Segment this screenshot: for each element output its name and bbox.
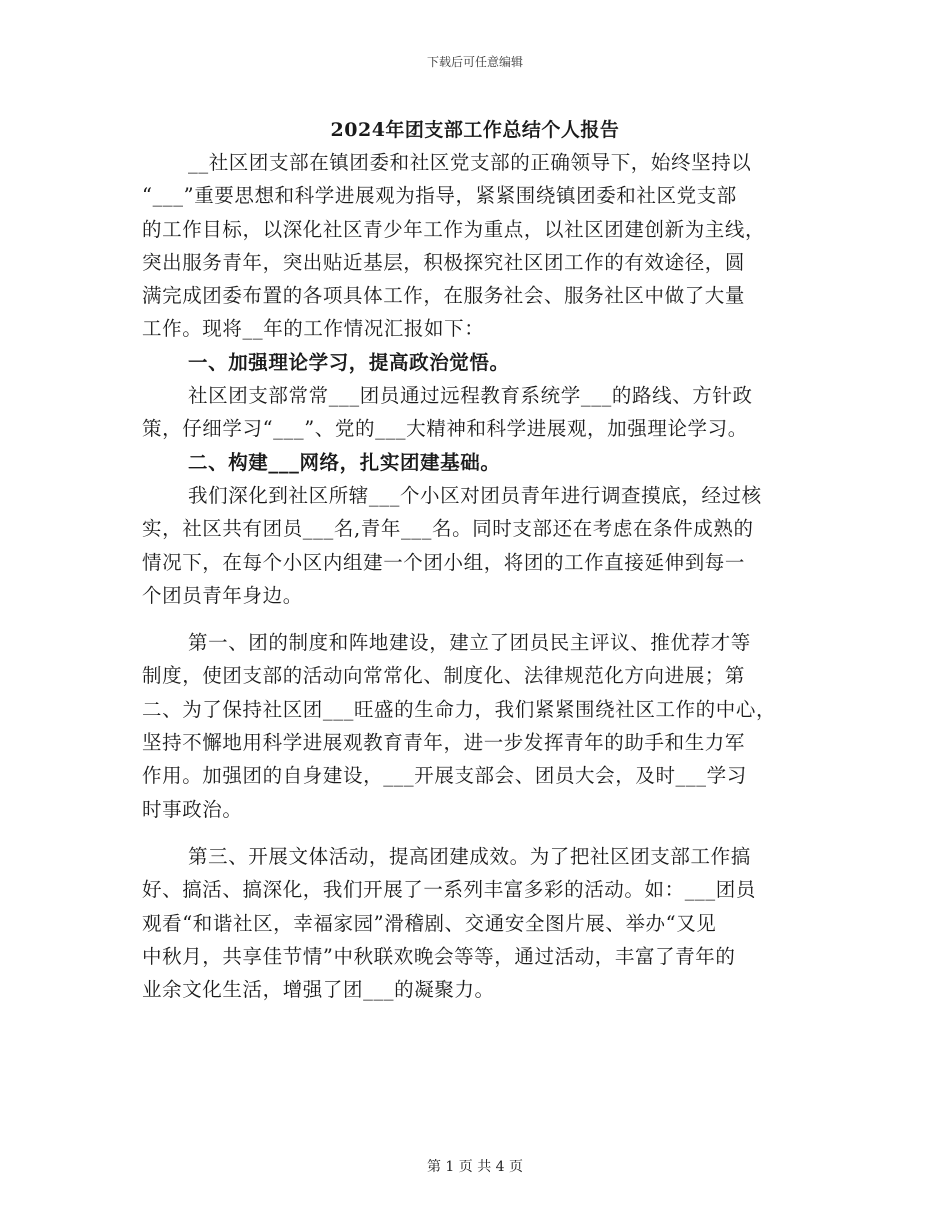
text-line: 第一、团的制度和阵地建设，建立了团员民主评议、推优荐才等 (188, 631, 751, 655)
text-line: 情况下，在每个小区内组建一个团小组，将团的工作直接延伸到每一 (142, 550, 746, 574)
document-body (142, 146, 817, 1006)
section-heading: 一、加强理论学习，提高政治觉悟。 (188, 350, 510, 374)
text-line: 个团员青年身边。 (142, 583, 303, 607)
text-line: 第三、开展文体活动，提高团建成效。为了把社区团支部工作搞 (188, 844, 751, 868)
text-line: 二、为了保持社区团___旺盛的生命力，我们紧紧围绕社区工作的中心， (142, 697, 777, 721)
text-line: 业余文化生活，增强了团___的凝聚力。 (142, 978, 495, 1002)
text-line: 我们深化到社区所辖___个小区对团员青年进行调查摸底，经过核 (188, 483, 762, 507)
paragraph-gap (142, 612, 817, 626)
text-line: __社区团支部在镇团委和社区党支部的正确领导下，始终坚持以 (188, 151, 752, 174)
text-line: 时事政治。 (142, 797, 243, 821)
header-note: 下载后可任意编辑 (426, 55, 523, 69)
text-line: 工作。现将__年的工作情况汇报如下： (142, 317, 485, 341)
text-line: 的工作目标，以深化社区青少年工作为重点，以社区团建创新为主线， (142, 217, 766, 241)
text-line: 实，社区共有团员___名,青年___名。同时支部还在考虑在条件成熟的 (142, 517, 754, 541)
document-title: 2024年团支部工作总结个人报告 (330, 119, 620, 141)
text-line: 观看“和谐社区，幸福家园”滑稽剧、交通安全图片展、举办“又见 (142, 911, 717, 935)
page-footer: 第 1 页 共 4 页 (426, 1159, 524, 1175)
text-line: 策，仔细学习“___”、党的___大精神和科学进展观，加强理论学习。 (142, 417, 748, 441)
section-heading: 二、构建___网络，扎实团建基础。 (188, 450, 501, 474)
text-line: “___”重要思想和科学进展观为指导，紧紧围绕镇团委和社区党支部 (142, 184, 737, 208)
text-line: 坚持不懈地用科学进展观教育青年，进一步发挥青年的助手和生力军 (142, 731, 746, 755)
text-line: 突出服务青年，突出贴近基层，积极探究社区团工作的有效途径，圆 (142, 250, 746, 274)
text-line: 中秋月，共享佳节情”中秋联欢晚会等等，通过活动，丰富了青年的 (142, 944, 736, 968)
text-line: 作用。加强团的自身建设，___开展支部会、团员大会，及时___学习 (142, 764, 747, 788)
paragraph-gap (142, 826, 817, 840)
text-line: 满完成团委布置的各项具体工作，在服务社会、服务社区中做了大量 (142, 284, 746, 308)
text-line: 社区团支部常常___团员通过远程教育系统学___的路线、方针政 (188, 384, 753, 408)
text-line: 制度，使团支部的活动向常常化、制度化、法律规范化方向进展；第 (142, 664, 746, 688)
text-line: 好、搞活、搞深化，我们开展了一系列丰富多彩的活动。如：___团员 (142, 878, 756, 902)
